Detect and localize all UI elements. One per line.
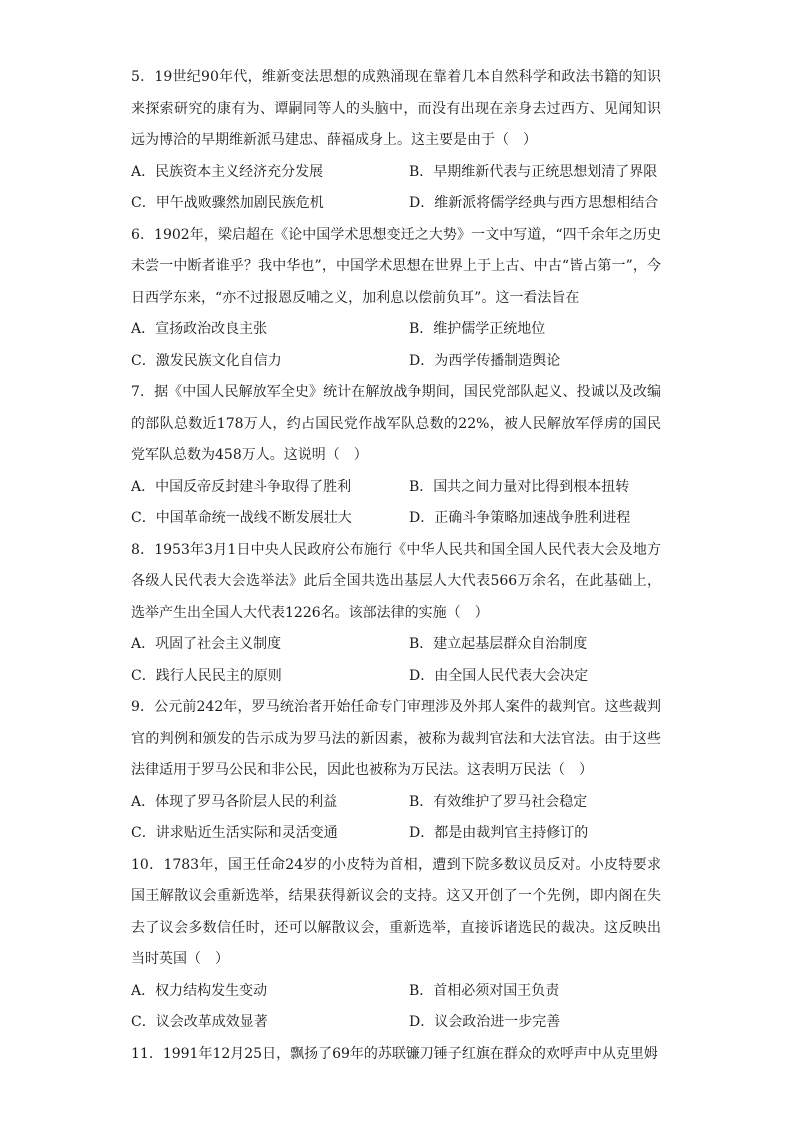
option-grid [131,157,661,220]
question-8 [131,535,661,693]
option-c[interactable]: C．践行人民民主的原则 [131,667,282,684]
option-d[interactable]: D．为西学传播制造舆论 [409,352,561,369]
question-stem: 11．1991年12月25日，飘扬了69年的苏联镰刀锤子红旗在群众的欢呼声中从克里姆 [131,1045,658,1062]
option-b[interactable]: B．国共之间力量对比得到根本扭转 [409,478,630,495]
question-stem: 10．1783年，国王任命24岁的小皮特为首相，遭到下院多数议员反对。小皮特要求国王解散议会重新选举，结果获得新议会的支持。这又开创了一个先例，即内阁在失去了议会多数信任时，还可以解散议会，重新选举，直接诉诸选民的裁决。这反映出当时英国（ ） [131,856,661,967]
option-d[interactable]: D．由全国人民代表大会决定 [409,667,589,684]
question-stem: 6．1902年，梁启超在《论中国学术思想变迁之大势》一文中写道，“四千余年之历史未尝一中断者谁乎？我中华也”，中国学术思想在世界上于上古、中古“皆占第一”，今日西学东来，“亦不过报恩反哺之义，加利息以偿前负耳”。这一看法旨在 [131,226,661,306]
option-grid [131,976,661,1039]
option-c[interactable]: C．议会改革成效显著 [131,1014,268,1030]
question-5 [131,62,661,220]
option-d[interactable]: D．议会政治进一步完善 [409,1014,561,1030]
question-stem: 7．据《中国人民解放军全史》统计在解放战争期间，国民党部队起义、投诚以及改编的部队总数近178万人，约占国民党作战军队总数的22%，被人民解放军俘虏的国民党军队总数为458万人。这说明（ ） [131,384,661,463]
question-11 [131,1039,661,1071]
option-b[interactable]: B．有效维护了罗马社会稳定 [409,793,588,810]
option-a[interactable]: A．体现了罗马各阶层人民的利益 [131,793,338,810]
option-grid [131,787,661,850]
question-9 [131,692,661,850]
option-c[interactable]: C．讲求贴近生活实际和灵活变通 [131,825,338,841]
question-10 [131,850,661,1039]
option-d[interactable]: D．维新派将儒学经典与西方思想相结合 [409,195,659,211]
option-a[interactable]: A．巩固了社会主义制度 [131,636,282,652]
question-stem: 9．公元前242年，罗马统治者开始任命专门审理涉及外邦人案件的裁判官。这些裁判官的判例和颁发的告示成为罗马法的新因素，被称为裁判官法和大法官法。由于这些法律适用于罗马公民和非公民，因此也被称为万民法。这表明万民法（ ） [131,699,661,778]
option-grid [131,629,661,692]
option-d[interactable]: D．都是由裁判官主持修订的 [409,825,589,841]
question-7 [131,377,661,535]
question-6 [131,220,661,378]
option-a[interactable]: A．民族资本主义经济充分发展 [131,163,324,180]
option-b[interactable]: B．早期维新代表与正统思想划清了界限 [409,163,658,180]
option-c[interactable]: C．中国革命统一战线不断发展壮大 [131,510,352,526]
option-grid [131,472,661,535]
question-stem: 5．19世纪90年代，维新变法思想的成熟涌现在靠着几本自然科学和政法书籍的知识来探索研究的康有为、谭嗣同等人的头脑中，而没有出现在亲身去过西方、见闻知识远为博洽的早期维新派马建忠、薛福成身上。这主要是由于（ ） [131,69,661,148]
question-stem: 8．1953年3月1日中央人民政府公布施行《中华人民共和国全国人民代表大会及地方各级人民代表大会选举法》此后全国共选出基层人大代表566万余名，在此基础上，选举产生出全国人大代表1226名。该部法律的实施（ ） [131,541,661,621]
option-d[interactable]: D．正确斗争策略加速战争胜利进程 [409,510,631,526]
option-a[interactable]: A．权力结构发生变动 [131,982,268,999]
option-a[interactable]: A．宣扬政治改良主张 [131,321,268,337]
option-a[interactable]: A．中国反帝反封建斗争取得了胜利 [131,478,352,495]
option-c[interactable]: C．甲午战败骤然加剧民族危机 [131,195,324,211]
exam-page [131,62,661,1070]
option-grid [131,314,661,377]
option-c[interactable]: C．激发民族文化自信力 [131,352,282,369]
option-b[interactable]: B．建立起基层群众自治制度 [409,636,588,652]
option-b[interactable]: B．维护儒学正统地位 [409,321,546,337]
option-b[interactable]: B．首相必须对国王负责 [409,982,560,999]
